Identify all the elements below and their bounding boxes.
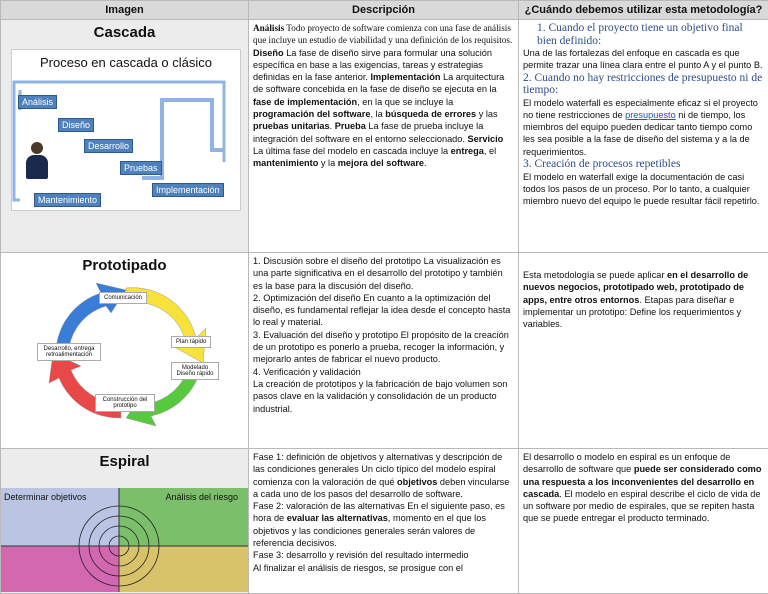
cycle-plan-rapido: Plan rápido <box>171 336 211 348</box>
prototipado-desc-5: La creación de prototipos y la fabricación de bajo volumen son pasos clave en la validación y consolidación de un producto industrial. <box>253 378 508 414</box>
prototipado-when-a: Esta metodología se puede aplicar <box>523 270 668 280</box>
cascada-desc-bold-0: Análisis <box>253 23 285 33</box>
cascada-desc-bold-9: entrega <box>450 145 484 156</box>
cascada-desc-text-4: , la <box>370 109 386 120</box>
cascada-when-p3: El modelo en waterfall exige la documentación de casi todos los pasos de un proceso. Por lo tanto, a cualquier miembro nuevo del equipo le puede resultar fácil repetirlo. <box>523 171 760 207</box>
row-espiral <box>1 449 768 594</box>
header-row <box>1 1 768 20</box>
cascada-desc-bold-11: mejora del software <box>337 158 425 169</box>
prototipado-desc-3: 3. Evaluación del diseño y prototipo El propósito de la creación de un prototipo es ponerlo a prueba, recoger la información, y mejorarlo antes de fabricar el nuevo producto. <box>253 329 509 365</box>
p2-text-a: El modelo waterfall es especialmente eficaz si el proyecto no tiene restricciones de <box>523 97 758 120</box>
spiral-diagram <box>1 488 248 592</box>
prototipado-when-b: en el desarrollo de nuevos negocios, prototipado web, prototipado de apps, entre otros entornos <box>523 270 749 305</box>
cascada-when-h1: 1. Cuando el proyecto tiene un objetivo final bien definido: <box>537 22 743 47</box>
cascada-desc-bold-10: mantenimiento <box>253 158 319 169</box>
prototipado-description <box>249 253 518 417</box>
cascada-desc-text-11: . <box>424 158 427 169</box>
cascada-desc-bold-7: Prueba <box>334 121 366 132</box>
prototipado-when-c: . Etapas para diseñar e implementar un prototipo: Define los requerimientos y variables. <box>523 294 742 330</box>
espiral-desc1-c: deben vincularse a cada uno de los pasos del desarrollo de software. <box>253 476 510 499</box>
prototipado-when <box>519 267 768 332</box>
prototipado-image-cell <box>1 253 249 449</box>
espiral-desc1-b: objetivos <box>397 476 438 487</box>
step-analisis: Análisis <box>18 95 57 109</box>
prototipado-title: Prototipado <box>82 257 167 274</box>
header-cuando: ¿Cuándo debemos utilizar esta metodología? <box>519 1 768 20</box>
cycle-modelado: Modelado Diseño rápido <box>171 362 219 380</box>
espiral-desc-cell <box>249 449 519 594</box>
cascada-desc-bold-5: búsqueda de errores <box>385 109 477 120</box>
prototipado-desc-1: 1. Discusión sobre el diseño del prototipo La visualización es una parte significativa en el desarrollo del prototipo y también es la base para la discusión del diseño. <box>253 256 503 291</box>
cycle-comunicacion: Comunicación <box>99 292 147 304</box>
cascada-desc-text-6: . <box>329 121 335 132</box>
espiral-when-c: . El modelo en espiral describe el ciclo de vida de un software por medio de espirales, que se repiten hasta que se puede entregar el producto terminado. <box>523 488 761 524</box>
espiral-image-cell <box>1 449 249 594</box>
presupuesto-link[interactable]: presupuesto <box>625 109 676 120</box>
espiral-desc-4: Al finalizar el análisis de riesgos, se prosigue con el <box>253 562 463 573</box>
cascada-desc-text-5: y las <box>476 109 498 120</box>
prototipado-desc-2: 2. Optimización del diseño En cuanto a la optimización del diseño, es fundamental reflejar la idea desde el concepto hasta lo real y material. <box>253 292 511 328</box>
cascada-description <box>249 20 518 172</box>
espiral-desc-1 <box>253 451 514 500</box>
cascada-desc-bold-2: Implementación <box>370 72 441 83</box>
prototyping-cycle-diagram <box>31 278 221 428</box>
cascada-when <box>519 20 768 209</box>
prototipado-when-cell <box>519 253 768 449</box>
cascada-title: Cascada <box>93 24 156 41</box>
p2-text-b: ni de tiempo, los miembros del equipo pueden dedicar tanto tiempo como les sea posible a la fase de diseño del sistema y a la de requerimientos. <box>523 109 753 157</box>
quadrant-label-objetivos: Determinar objetivos <box>4 492 87 502</box>
cascada-image-cell <box>1 20 249 253</box>
cycle-desarrollo: Desarrollo, entrega retroalimentación <box>37 343 101 361</box>
espiral-desc-3: Fase 3: desarrollo y revisión del resultado intermedio <box>253 550 469 561</box>
espiral-when-cell <box>519 449 768 594</box>
cascada-desc-text-3: , en la que se incluye la <box>357 96 454 107</box>
cascada-desc-bold-1: Diseño <box>253 47 284 58</box>
espiral-desc2-b: evaluar las alternativas <box>286 513 388 524</box>
cascada-desc-text-7: La fase de prueba incluye la integración del software en el entorno seleccionado. <box>253 121 484 144</box>
prototipado-desc-cell <box>249 253 519 449</box>
espiral-desc1-a: Fase 1: definición de objetivos y alternativas y descripción de las condiciones generales Un ciclo típico del modelo espiral comienza con la valoración de qué <box>253 452 503 487</box>
espiral-desc2-c: , momento en el que los objetivos y las condiciones generales serán valores de referencia decisivos. <box>253 513 486 549</box>
cascada-desc-text-1: La fase de diseño sirve para formular una solución específica en base a las exigencias, tareas y estrategias definidas en la fase anterior. <box>253 47 493 83</box>
spiral-lines <box>1 488 248 592</box>
cascada-when-cell <box>519 20 768 253</box>
cascada-desc-text-0: Todo proyecto de software comienza con una fase de análisis que incluye un estudio de viabilidad y una definición de los requisitos. <box>253 23 513 46</box>
person-icon <box>26 142 48 182</box>
cascada-desc-text-10: y la <box>318 158 338 169</box>
cascada-desc-text-8: La última fase del modelo en cascada incluye la <box>253 145 451 156</box>
espiral-when-b: puede ser considerado como una respuesta a los inconvenientes del desarrollo en cascada <box>523 464 762 499</box>
espiral-when-a: El desarrollo o modelo en espiral es un enfoque de desarrollo de software que <box>523 452 731 475</box>
step-implementacion: Implementación <box>152 183 224 197</box>
espiral-desc2-a: Fase 2: valoración de las alternativas En el siguiente paso, es hora de <box>253 501 505 524</box>
cascada-desc-bold-6: pruebas unitarias <box>253 121 330 132</box>
waterfall-diagram <box>11 49 241 211</box>
cascada-desc-text-9: , el <box>483 145 497 156</box>
cascada-when-p1: Una de las fortalezas del enfoque en cascada es que permite trazar una línea clara entre el punto A y el punto B. <box>523 48 763 71</box>
step-diseno: Diseño <box>58 118 94 132</box>
step-pruebas: Pruebas <box>120 161 162 175</box>
quadrant-label-riesgo: Análisis del riesgo <box>165 492 238 502</box>
header-imagen: Imagen <box>1 1 249 20</box>
cascada-desc-bold-4: programación del software <box>253 109 371 120</box>
cascada-desc-bold-8: Servicio <box>467 133 504 144</box>
waterfall-diagram-title: Proceso en cascada o clásico <box>40 55 212 70</box>
row-prototipado <box>1 253 768 449</box>
prototipado-desc-4: 4. Verificación y validación <box>253 366 361 377</box>
espiral-when <box>519 449 768 527</box>
step-mantenimiento: Mantenimiento <box>34 193 101 207</box>
cascada-desc-bold-3: fase de implementación <box>253 96 358 107</box>
cascada-when-h2: 2. Cuando no hay restricciones de presupuesto ni de tiempo: <box>523 71 763 97</box>
espiral-desc-2 <box>253 500 514 549</box>
cycle-construccion: Construcción del prototipo <box>95 394 155 412</box>
cascada-when-h3: 3. Creación de procesos repetibles <box>523 158 681 171</box>
cascada-desc-cell <box>249 20 519 253</box>
cascada-when-p2 <box>523 97 764 158</box>
cascada-desc-text-2: La arquitectura de software concebida en la fase de diseño se ejecuta en la <box>253 72 505 95</box>
row-cascada <box>1 20 768 253</box>
espiral-description <box>249 449 518 576</box>
header-descripcion: Descripción <box>249 1 519 20</box>
espiral-title: Espiral <box>99 453 150 470</box>
step-desarrollo: Desarrollo <box>84 139 133 153</box>
